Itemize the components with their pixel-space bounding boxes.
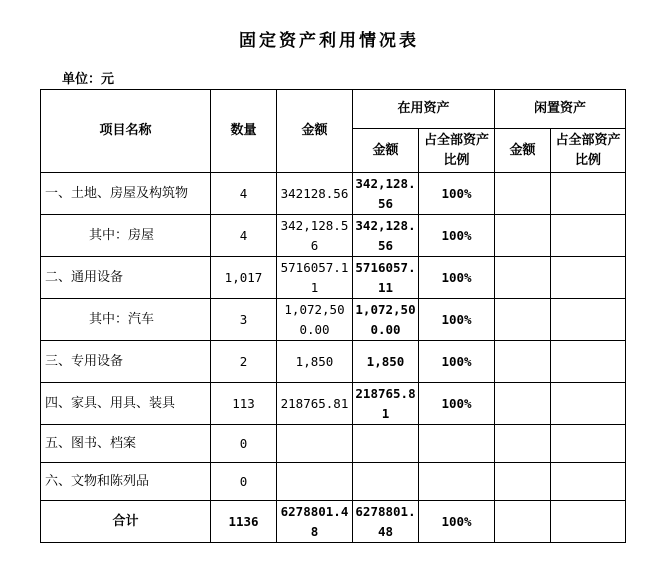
header-name: 项目名称 — [41, 90, 211, 173]
cell-in-use-amount: 218765.81 — [353, 383, 419, 425]
cell-in-use-ratio: 100% — [419, 215, 495, 257]
cell-idle-ratio — [551, 425, 626, 463]
cell-in-use-ratio: 100% — [419, 341, 495, 383]
cell-in-use-amount: 1,072,500.00 — [353, 299, 419, 341]
table-row — [41, 425, 626, 463]
cell-idle-amount — [495, 463, 551, 501]
cell-amount — [277, 463, 353, 501]
table-row — [41, 299, 626, 341]
cell-idle-amount — [495, 173, 551, 215]
cell-idle-ratio — [551, 341, 626, 383]
cell-in-use-ratio: 100% — [419, 257, 495, 299]
cell-in-use-ratio — [419, 425, 495, 463]
cell-idle-ratio — [551, 383, 626, 425]
total-row — [41, 501, 626, 543]
cell-qty: 3 — [211, 299, 277, 341]
cell-idle-ratio — [551, 257, 626, 299]
header-qty: 数量 — [211, 90, 277, 173]
header-in-use-ratio: 占全部资产比例 — [419, 129, 495, 173]
table-row — [41, 173, 626, 215]
table-row — [41, 463, 626, 501]
cell-in-use-ratio: 100% — [419, 383, 495, 425]
table-row — [41, 215, 626, 257]
total-label: 合计 — [41, 501, 211, 543]
table-row — [41, 341, 626, 383]
table-row — [41, 257, 626, 299]
cell-qty: 0 — [211, 425, 277, 463]
cell-idle-amount — [495, 299, 551, 341]
cell-qty: 4 — [211, 215, 277, 257]
cell-qty: 0 — [211, 463, 277, 501]
cell-in-use-amount — [353, 463, 419, 501]
total-qty: 1136 — [211, 501, 277, 543]
cell-idle-amount — [495, 341, 551, 383]
cell-in-use-amount: 1,850 — [353, 341, 419, 383]
cell-in-use-amount: 342,128.56 — [353, 215, 419, 257]
cell-amount: 218765.81 — [277, 383, 353, 425]
cell-in-use-amount: 342,128.56 — [353, 173, 419, 215]
cell-qty: 4 — [211, 173, 277, 215]
table-row — [41, 383, 626, 425]
total-in-use-amount: 6278801.48 — [353, 501, 419, 543]
cell-amount — [277, 425, 353, 463]
cell-name: 其中：汽车 — [41, 299, 211, 341]
header-idle-ratio: 占全部资产比例 — [551, 129, 626, 173]
cell-amount: 342,128.56 — [277, 215, 353, 257]
cell-name: 四、家具、用具、装具 — [41, 383, 211, 425]
cell-idle-amount — [495, 215, 551, 257]
header-in-use-amount: 金额 — [353, 129, 419, 173]
header-idle-amount: 金额 — [495, 129, 551, 173]
total-idle-ratio — [551, 501, 626, 543]
cell-idle-amount — [495, 383, 551, 425]
unit-label: 单位：元 — [62, 72, 115, 87]
cell-name: 五、图书、档案 — [41, 425, 211, 463]
cell-idle-amount — [495, 257, 551, 299]
cell-name: 三、专用设备 — [41, 341, 211, 383]
cell-name: 其中：房屋 — [41, 215, 211, 257]
cell-amount: 5716057.11 — [277, 257, 353, 299]
cell-idle-amount — [495, 425, 551, 463]
cell-idle-ratio — [551, 299, 626, 341]
total-idle-amount — [495, 501, 551, 543]
cell-in-use-amount — [353, 425, 419, 463]
cell-in-use-ratio: 100% — [419, 299, 495, 341]
cell-qty: 2 — [211, 341, 277, 383]
cell-in-use-ratio: 100% — [419, 173, 495, 215]
header-idle: 闲置资产 — [495, 90, 626, 129]
asset-table — [40, 89, 626, 543]
header-in-use: 在用资产 — [353, 90, 495, 129]
cell-name: 二、通用设备 — [41, 257, 211, 299]
cell-idle-ratio — [551, 215, 626, 257]
cell-idle-ratio — [551, 173, 626, 215]
cell-amount: 1,072,500.00 — [277, 299, 353, 341]
cell-qty: 113 — [211, 383, 277, 425]
page-title: 固定资产利用情况表 — [239, 31, 419, 51]
cell-qty: 1,017 — [211, 257, 277, 299]
cell-amount: 342128.56 — [277, 173, 353, 215]
total-amount: 6278801.48 — [277, 501, 353, 543]
cell-in-use-amount: 5716057.11 — [353, 257, 419, 299]
header-amount: 金额 — [277, 90, 353, 173]
total-in-use-ratio: 100% — [419, 501, 495, 543]
cell-in-use-ratio — [419, 463, 495, 501]
cell-name: 一、土地、房屋及构筑物 — [41, 173, 211, 215]
cell-name: 六、文物和陈列品 — [41, 463, 211, 501]
cell-amount: 1,850 — [277, 341, 353, 383]
cell-idle-ratio — [551, 463, 626, 501]
